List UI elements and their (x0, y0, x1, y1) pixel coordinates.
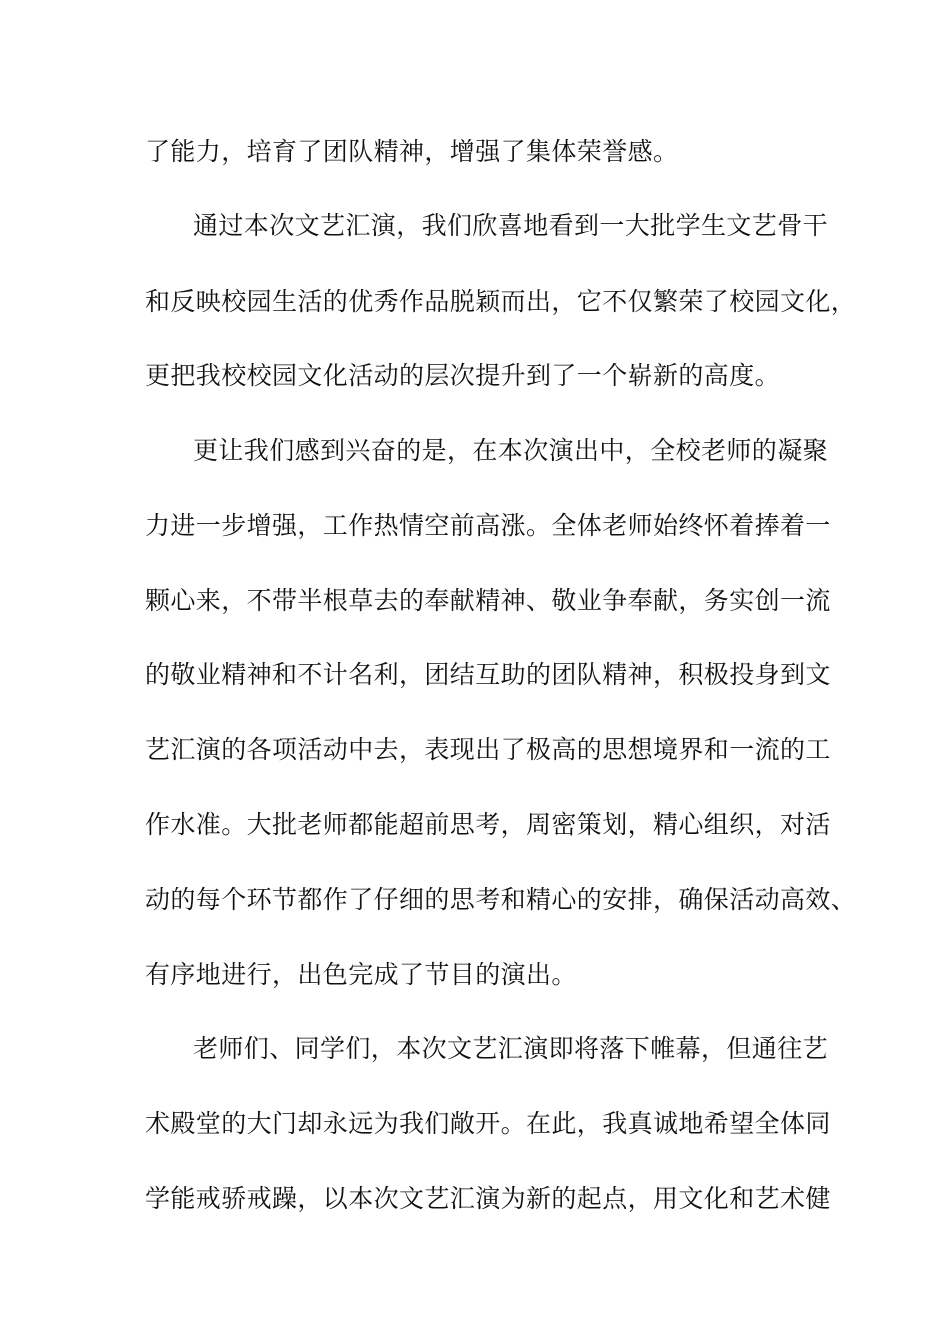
text-line-7: 颗心来，不带半根草去的奉献精神、敬业争奉献，务实创一流 (145, 586, 831, 615)
text-line-9: 艺汇演的各项活动中去，表现出了极高的思想境界和一流的工 (145, 735, 831, 764)
paragraph-start-line-5: 更让我们感到兴奋的是，在本次演出中，全校老师的凝聚 (193, 436, 829, 465)
text-line-4: 更把我校校园文化活动的层次提升到了一个崭新的高度。 (145, 361, 781, 390)
text-line-8: 的敬业精神和不计名利，团结互助的团队精神，积极投身到文 (145, 660, 831, 689)
text-line-6: 力进一步增强，工作热情空前高涨。全体老师始终怀着捧着一 (145, 511, 831, 540)
text-line-10: 作水准。大批老师都能超前思考，周密策划，精心组织，对活 (145, 810, 831, 839)
text-line-12: 有序地进行，出色完成了节目的演出。 (145, 960, 577, 989)
text-line-1: 了能力，培育了团队精神，增强了集体荣誉感。 (145, 137, 679, 166)
paragraph-start-line-13: 老师们、同学们，本次文艺汇演即将落下帷幕，但通往艺 (193, 1034, 829, 1063)
paragraph-start-line-2: 通过本次文艺汇演，我们欣喜地看到一大批学生文艺骨干 (193, 211, 829, 240)
text-line-11: 动的每个环节都作了仔细的思考和精心的安排，确保活动高效、 (145, 885, 857, 914)
text-line-3: 和反映校园生活的优秀作品脱颖而出，它不仅繁荣了校园文化， (145, 287, 857, 316)
text-line-15: 学能戒骄戒躁，以本次文艺汇演为新的起点，用文化和艺术健 (145, 1184, 831, 1213)
text-line-14: 术殿堂的大门却永远为我们敞开。在此，我真诚地希望全体同 (145, 1109, 831, 1138)
